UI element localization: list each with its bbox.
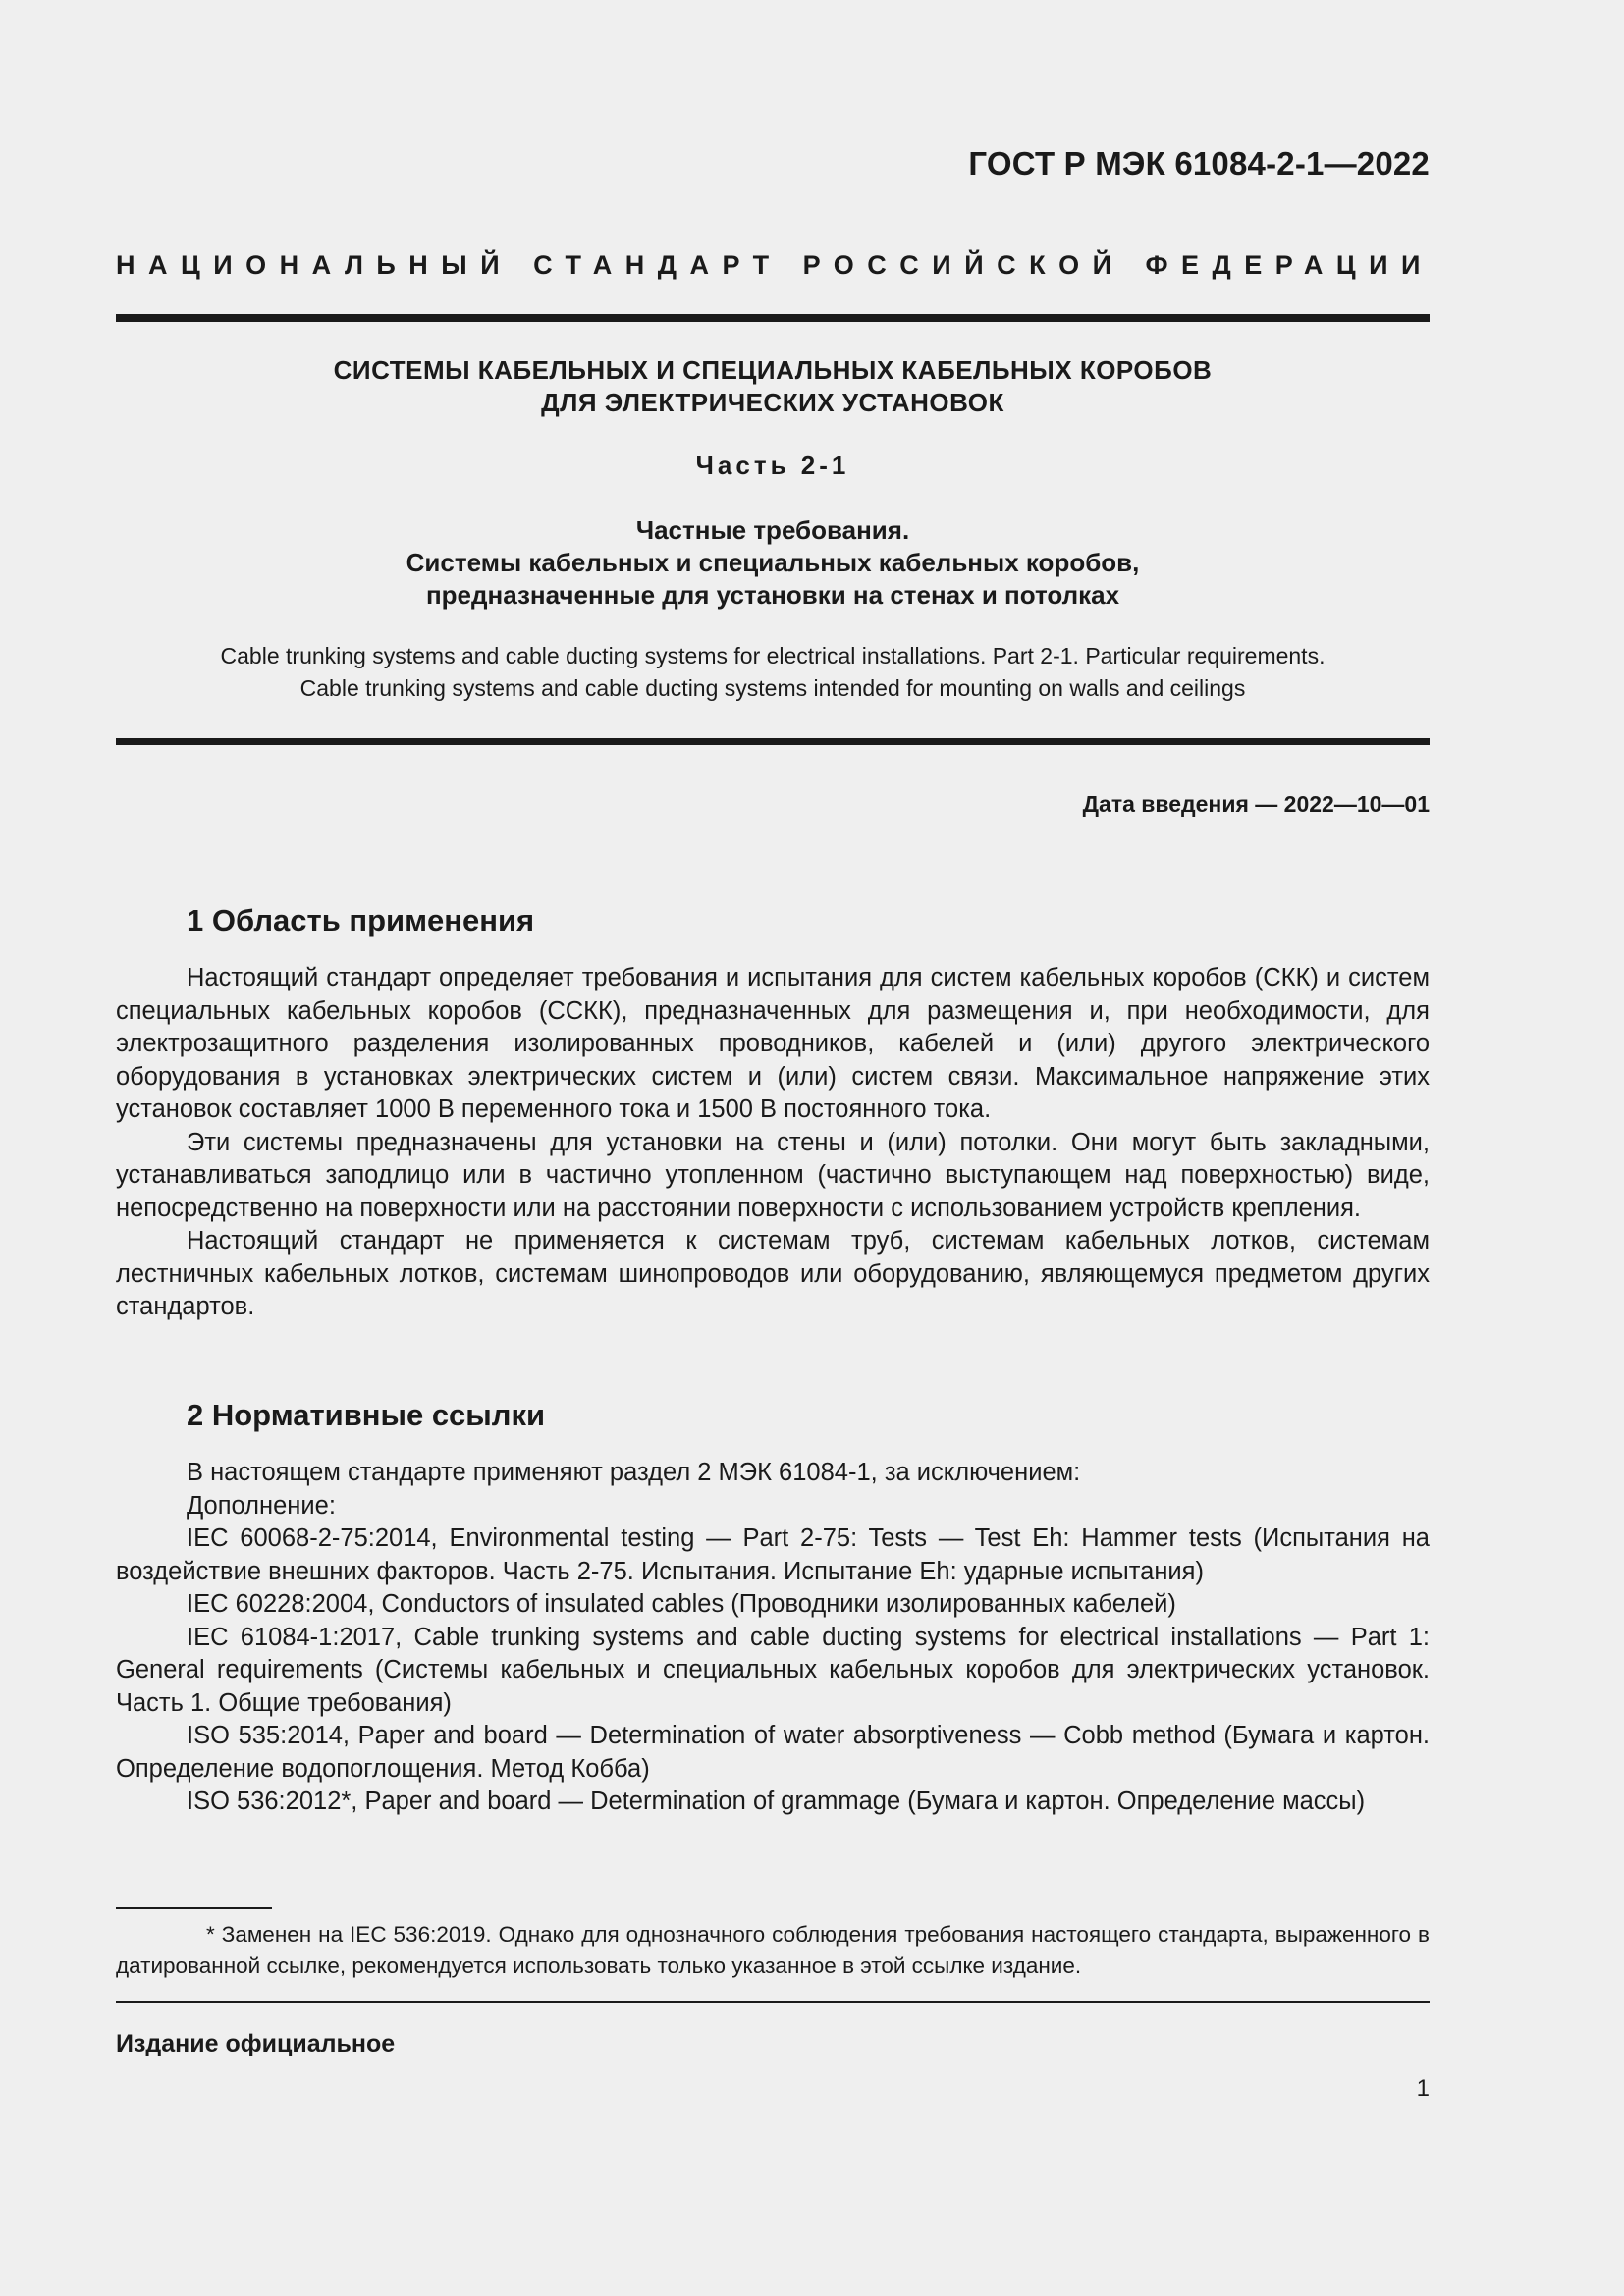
standard-designation: ГОСТ Р МЭК 61084-2-1—2022 <box>968 145 1430 182</box>
page-number: 1 <box>1416 2075 1430 2102</box>
paragraph: Настоящий стандарт не применяется к системам труб, системам кабельных лотков, системам лестничных кабельных лотков, системам шинопроводов или оборудованию, являющемуся предметом других стандартов. <box>116 1227 1430 1320</box>
english-title-line-2: Cable trunking systems and cable ducting systems intended for mounting on walls and ceilings <box>299 675 1246 701</box>
reference-item: IEC 60068-2-75:2014, Environmental testing — Part 2-75: Tests — Test Eh: Hammer tests (Испытания на воздействие внешних факторов. Часть 2-75. Испытания. Испытание Eh: ударные испытания) <box>116 1524 1430 1585</box>
document-subtitle <box>116 514 1430 612</box>
title-line-2: ДЛЯ ЭЛЕКТРИЧЕСКИХ УСТАНОВОК <box>541 388 1004 417</box>
english-title-line-1: Cable trunking systems and cable ducting systems for electrical installations. Part 2-1. Particular requirements. <box>220 643 1326 668</box>
reference-item: ISO 535:2014, Paper and board — Determination of water absorptiveness — Cobb method (Бумага и картон. Определение водопоглощения. Метод Кобба) <box>116 1722 1430 1783</box>
english-title <box>116 640 1430 705</box>
title-bottom-rule <box>116 738 1430 745</box>
paragraph: Настоящий стандарт определяет требования и испытания для систем кабельных коробов (СКК) и систем специальных кабельных коробов (ССКК), предназначенных для размещения и, при необходимости, для электрозащитного разделения изолированных проводников, кабелей и (или) другого электрического оборудования в установках электрических систем и (или) систем связи. Максимальное напряжение этих установок составляет 1000 В переменного тока и 1500 В постоянного тока. <box>116 964 1430 1123</box>
edition-label: Издание официальное <box>116 2030 396 2057</box>
document-title <box>116 354 1430 419</box>
national-standard-banner: НАЦИОНАЛЬНЫЙ СТАНДАРТ РОССИЙСКОЙ ФЕДЕРАЦИИ <box>116 250 1434 280</box>
part-number: Часть 2-1 <box>695 451 850 480</box>
introduction-date: Дата введения — 2022—10—01 <box>1082 791 1430 817</box>
subtitle-line-3: предназначенные для установки на стенах и потолках <box>425 580 1120 610</box>
reference-item: IEC 60228:2004, Conductors of insulated cables (Проводники изолированных кабелей) <box>187 1590 1176 1618</box>
reference-item: IEC 61084-1:2017, Cable trunking systems and cable ducting systems for electrical installations — Part 1: General requirements (Системы кабельных и специальных кабельных коробов для электрических установок. Часть 1. Общие требования) <box>116 1623 1430 1717</box>
paragraph: Эти системы предназначены для установки на стены и (или) потолки. Они могут быть закладными, устанавливаться заподлицо или в частично утопленном (частично выступающем над поверхностью) виде, непосредственно на поверхности или на расстоянии поверхности с использованием устройств крепления. <box>116 1128 1430 1222</box>
paragraph: В настоящем стандарте применяют раздел 2 МЭК 61084-1, за исключением: <box>187 1459 1081 1486</box>
reference-item: ISO 536:2012*, Paper and board — Determination of grammage (Бумага и картон. Определение массы) <box>187 1788 1366 1815</box>
footnote <box>116 1919 1430 1982</box>
top-rule <box>116 314 1430 322</box>
section-1-body <box>116 962 1430 1324</box>
footnote-separator <box>116 1907 272 1909</box>
title-line-1: СИСТЕМЫ КАБЕЛЬНЫХ И СПЕЦИАЛЬНЫХ КАБЕЛЬНЫХ КОРОБОВ <box>333 355 1213 385</box>
subtitle-line-1: Частные требования. <box>635 515 910 545</box>
section-2-body <box>116 1457 1430 1819</box>
footer-rule <box>116 2001 1430 2003</box>
subtitle-line-2: Системы кабельных и специальных кабельных коробов, <box>406 548 1140 577</box>
footnote-text: * Заменен на IEC 536:2019. Однако для однозначного соблюдения требования настоящего стандарта, выраженного в датированной ссылке, рекомендуется использовать только указанное в этой ссылке издание. <box>116 1922 1430 1978</box>
section-2-heading: 2 Нормативные ссылки <box>187 1398 546 1432</box>
paragraph: Дополнение: <box>187 1491 336 1520</box>
section-1-heading: 1 Область применения <box>187 903 535 937</box>
